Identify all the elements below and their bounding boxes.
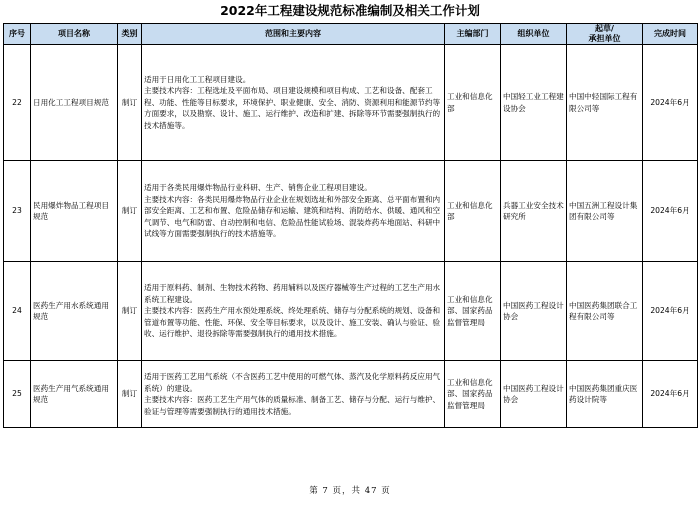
- header-drafter: 起草/ 承担单位: [567, 24, 643, 45]
- row-scope: [142, 161, 445, 262]
- row-deadline: 2024年6月: [643, 161, 698, 262]
- table-row: [4, 161, 698, 262]
- header-deadline: 完成时间: [643, 24, 698, 45]
- row-drafter: 中国五洲工程设计集团有限公司等: [567, 161, 643, 262]
- scope-applicability: 适用于日用化工工程项目建设。: [144, 74, 251, 84]
- scope-technical-content: 主要技术内容：各类民用爆炸物品行业企业在规划选址和外部安全距离、总平面布置和内部安全距离、工艺和布置、危险品储存和运输、建筑和结构、消防给水、供暖、通风和空气调节、电气和防雷、自动控制和电信、危险品性能试验场、混装炸药车地面站、科研中试线等方面需要强制执行的技术措施等。: [144, 194, 441, 239]
- row-drafter: 中国医药集团重庆医药设计院等: [567, 361, 643, 428]
- header-row: [4, 24, 698, 45]
- row-deadline: 2024年6月: [643, 361, 698, 428]
- row-deadline: 2024年6月: [643, 262, 698, 361]
- row-name: 医药生产用水系统通用规范: [31, 262, 118, 361]
- row-scope: [142, 45, 445, 161]
- row-type: 制订: [118, 161, 142, 262]
- row-org: 中国医药工程设计协会: [501, 262, 567, 361]
- row-type: 制订: [118, 45, 142, 161]
- row-dept: 工业和信息化部、国家药品监督管理局: [445, 361, 501, 428]
- row-no: 24: [4, 262, 31, 361]
- row-name: 日用化工工程项目规范: [31, 45, 118, 161]
- scope-technical-content: 主要技术内容：医药生产用水预处理系统、终处理系统、储存与分配系统的规划、设备和管道布置等功能、性能、环保、安全等目标要求，以及设计、施工安装、确认与验证、验收、运行维护、退役拆除等需要强制执行的通用技术措施。: [144, 306, 441, 339]
- header-type: 类别: [118, 24, 142, 45]
- row-org: 中国轻工业工程建设协会: [501, 45, 567, 161]
- table-row: [4, 361, 698, 428]
- row-name: 民用爆炸物品工程项目规范: [31, 161, 118, 262]
- row-no: 23: [4, 161, 31, 262]
- row-drafter: 中国医药集团联合工程有限公司等: [567, 262, 643, 361]
- row-dept: 工业和信息化部: [445, 45, 501, 161]
- work-plan-table: [3, 23, 698, 428]
- row-name: 医药生产用气系统通用规范: [31, 361, 118, 428]
- table-row: [4, 262, 698, 361]
- header-dept: 主编部门: [445, 24, 501, 45]
- row-scope: [142, 262, 445, 361]
- header-name: 项目名称: [31, 24, 118, 45]
- row-type: 制订: [118, 361, 142, 428]
- scope-applicability: 适用于各类民用爆炸物品行业科研、生产、销售企业工程项目建设。: [144, 183, 372, 193]
- row-org: 中国医药工程设计协会: [501, 361, 567, 428]
- page-number-footer: 第 7 页，共 47 页: [309, 486, 391, 496]
- table-row: [4, 45, 698, 161]
- row-deadline: 2024年6月: [643, 45, 698, 161]
- row-drafter: 中国中轻国际工程有限公司等: [567, 45, 643, 161]
- row-no: 22: [4, 45, 31, 161]
- header-org: 组织单位: [501, 24, 567, 45]
- row-scope: [142, 361, 445, 428]
- header-scope: 范围和主要内容: [142, 24, 445, 45]
- row-type: 制订: [118, 262, 142, 361]
- page-title: 2022年工程建设规范标准编制及相关工作计划: [220, 3, 480, 18]
- row-no: 25: [4, 361, 31, 428]
- scope-applicability: 适用于医药工艺用气系统（不含医药工艺中使用的可燃气体、蒸汽及化学原料药反应用气系统）的建设。: [144, 372, 441, 393]
- header-no: 序号: [4, 24, 31, 45]
- row-org: 兵器工业安全技术研究所: [501, 161, 567, 262]
- scope-applicability: 适用于原料药、制剂、生物技术药物、药用辅料以及医疗器械等生产过程的工艺生产用水系统工程建设。: [144, 283, 441, 304]
- row-dept: 工业和信息化部、国家药品监督管理局: [445, 262, 501, 361]
- scope-technical-content: 主要技术内容：工程选址及平面布局、项目建设规模和项目构成、工艺和设备、配套工程、功能、性能等目标要求，环境保护、职业健康、安全、消防、资源利用和能源节约等方面要求，以及勘察、设计、施工、运行维护、改造和扩建、拆除等环节需要强制执行的技术措施等。: [144, 86, 441, 130]
- row-dept: 工业和信息化部: [445, 161, 501, 262]
- scope-technical-content: 主要技术内容：医药工艺生产用气体的质量标准、制备工艺、储存与分配、运行与维护、验证与管理等需要强制执行的通用技术措施。: [144, 395, 441, 416]
